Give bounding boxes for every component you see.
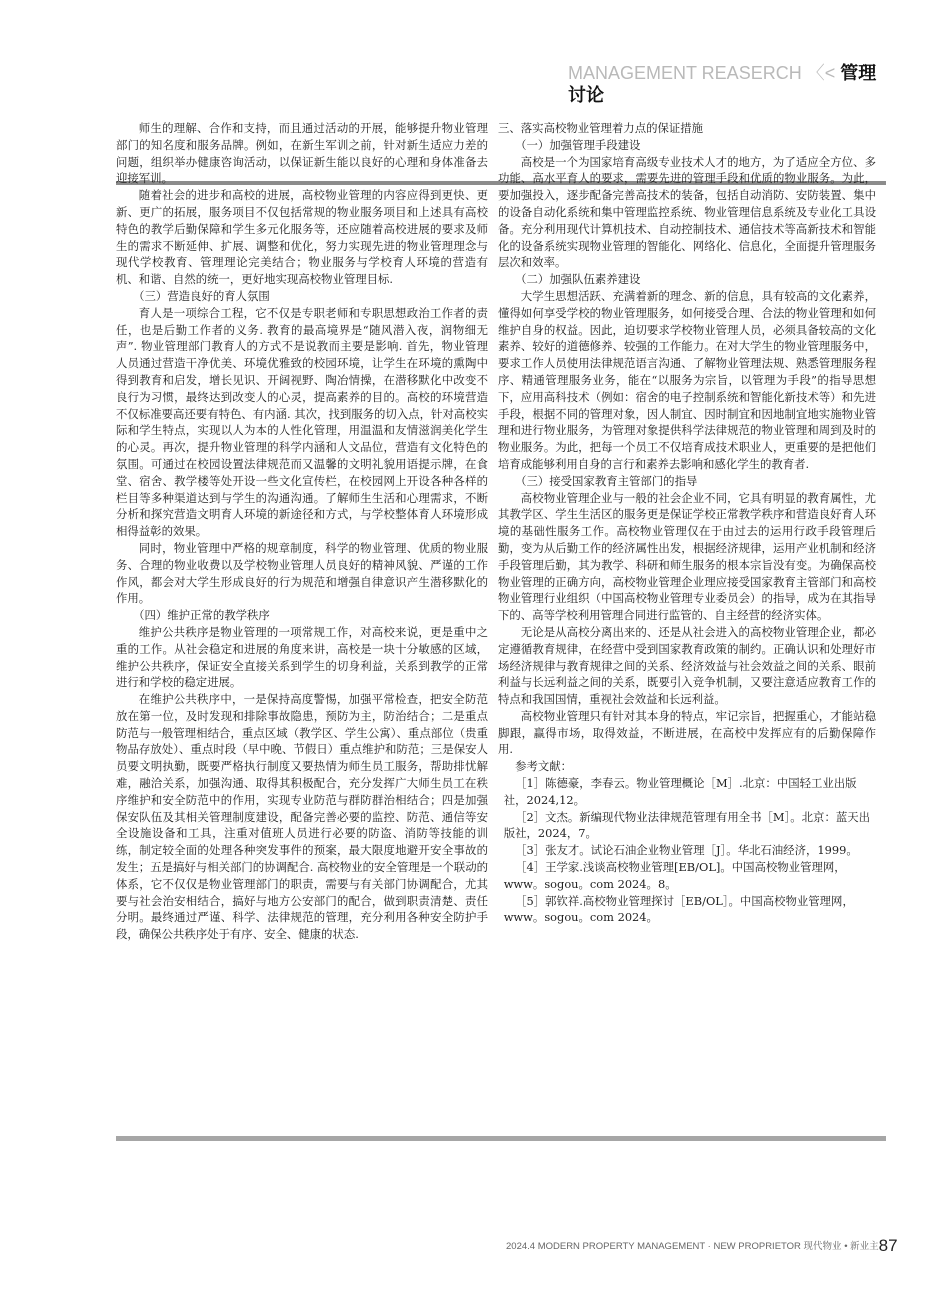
section-heading: 三、落实高校物业管理着力点的保证措施 [498,121,704,135]
paragraph: 在维护公共秩序中，一是保持高度警惕，加强平常检查，把安全防范放在第一位，及时发现和排除事故隐患，预防为主，防治结合；二是重点防范与一般管理相结合，重点区域（教学区、学生公寓）、重点部位（贵重物品存放处）、重点时段（早中晚、节假日）重点维护和防范；三是保安人员要文明执勤，既要严格执行制度又要热情为师生员工服务，帮助排忧解难，融洽关系，加强沟通、取得其积极配合，充分发挥广大师生员工在秩序维护和安全防范中的作用，实现专业防范与群防群治相结合；四是加强保安队伍及其相关管理制度建设，配备完善必要的监控、防范、通信等安全设施设备和工具，注重对值班人员进行必要的防盗、消防等技能的训练，制定较全面的处理各种突发事件的预案，最大限度地避开安全事故的发生；五是搞好与相关部门的协调配合. 高校物业的安全管理是一个联动的体系，它不仅仅是物业管理部门的职责，需要与有关部门协调配合，尤其要与社会治安相结合，搞好与地方公安部门的配合，做到职责清楚、责任分明。最终通过严谨、科学、法律规范的管理，充分利用各种安全防护手段，确保公共秩序处于有序、安全、健康的状态. [116,692,488,942]
paragraph: 无论是从高校分离出来的、还是从社会进入的高校物业管理企业，都必定遵循教育规律，在经营中受到国家教育政策的制约。正确认识和处理好市场经济规律与教育规律之间的关系、经济效益与社会效益之间的关系、眼前利益与长远利益之间的关系，既要引入竞争机制，又要注意适应教育工作的特点和我国国情，重视社会效益和长远利益。 [498,624,876,707]
footer-text: 2024.4 MODERN PROPERTY MANAGEMENT · NEW PROPRIETOR 现代物业 • 新业主 [506,1241,879,1252]
section-subheading: （三）营造良好的育人氛围 [133,288,270,303]
paragraph: 维护公共秩序是物业管理的一项常规工作，对高校来说，更是重中之重的工作。从社会稳定和进展的角度来讲，高校是一块十分敏感的区域，维护公共秩序，保证安全直接关系到学生的切身利益，关系到教学的正常进行和学校的稳定进展。 [116,624,488,690]
right-column [498,120,876,926]
bottom-rule [116,1136,886,1141]
reference-entry: ［4］王学家.浅谈高校物业管理[EB/OL]。中国高校物业管理网，www。sogou。com 2024。8。 [503,860,846,891]
section-subheading: （一）加强管理手段建设 [515,137,641,152]
paragraph: 同时，物业管理中严格的规章制度，科学的物业管理、优质的物业服务、合理的物业收费以及学校物业管理人员良好的精神风貌、严谨的工作作风，都会对大学生形成良好的行为规范和增强自律意识产生潜移默化的作用。 [116,540,488,606]
paragraph: 大学生思想活跃、充满着新的理念、新的信息，具有较高的文化素养，懂得如何享受学校的物业管理服务，如何接受合理、合法的物业管理和如何维护自身的权益。因此，迫切要求学校物业管理人员，必须具备较高的文化素养、较好的道德修养、较强的工作能力。在对大学生的物业管理服务中，要求工作人员使用法律规范语言沟通、了解物业管理法规、熟悉管理服务程序、精通管理服务业务，能在“以服务为宗旨，以管理为手段”的指导思想下，应用高科技术（例如：宿舍的电子控制系统和智能化新技术等）和先进手段，根据不同的管理对象，因人制宜、因时制宜和因地制宜地实施物业管理和进行物业服务，为管理对象提供科学法律规范的物业管理和周到及时的物业服务。为此，把每一个员工不仅培育成技术职业人，更重要的是把他们培育成能够利用自身的言行和素养去影响和感化学生的教育者. [498,288,876,471]
header-mark: 〈< [806,63,836,83]
reference-entry: ［3］张友才。试论石油企业物业管理［J］。华北石油经济，1999。 [515,843,858,858]
paragraph: 高校物业管理只有针对其本身的特点，牢记宗旨，把握重心，才能站稳脚跟，赢得市场，取得效益，不断进展，在高校中发挥应有的后勤保障作用. [498,708,876,757]
paragraph: 育人是一项综合工程，它不仅是专职老师和专职思想政治工作者的责任，也是后勤工作者的义务. 教育的最高境界是“随风潜入夜，润物细无声”. 物业管理部门教育人的方式不是说教而主要是影响. 首先，物业管理人员通过营造干净优美、环境优雅致的校园环境，让学生在环境的熏陶中得到教育和启发，增长见识、开阔视野、陶冶情操，在潜移默化中改变不良行为习惯，最终达到改变人的心灵，提高素养的目的。高校的环境营造不仅标准要高还要有特色、有内涵. 其次，找到服务的切入点，针对高校实际和学生特点，实现以人为本的人性化管理，用温温和友情滋润美化学生的心灵。再次，提升物业管理的科学内涵和人文品位，营造有文化特色的氛围。可通过在校园设置法律规范而又温馨的文明礼貌用语提示牌，在食堂、宿舍、教学楼等处开设一些文化宣传栏，在校园网上开设各种各样的栏目等多种渠道达到与学生的沟通沟通。了解师生生活和心理需求，不断分析和探究营造文明育人环境的新途径和方式，与学校整体育人环境形成相得益彰的效果。 [116,305,488,539]
section-subheading: （四）维护正常的教学秩序 [133,608,270,623]
page-number: 87 [878,1236,898,1255]
paragraph: 师生的理解、合作和支持，而且通过活动的开展，能够提升物业管理部门的知名度和服务品牌。例如，在新生军训之前，针对新生适应力差的问题，组织举办健康咨询活动，以保证新生能以良好的心理和身体准备去迎接军训。 [116,121,488,186]
section-subheading: 参考文献： [515,759,573,774]
header-chinese: 管理讨论 [568,63,877,105]
left-column [116,120,488,943]
paragraph: 高校物业管理企业与一般的社会企业不同，它具有明显的教育属性，尤其教学区、学生生活区的服务更是保证学校正常教学秩序和营造良好育人环境的基础性服务工作。高校物业管理仅在于由过去的运用行政手段管理后勤，变为从后勤工作的经济属性出发，根据经济规律，运用产业机制和经济手段管理后勤，其为教学、科研和师生服务的根本宗旨没有变。为确保高校物业管理的正确方向，高校物业管理企业理应接受国家教育主管部门和高校物业管理行业组织（中国高校物业管理专业委员会）的指导，成为在其指导下的、高等学校利用管理合同进行监管的、自主经营的经济实体。 [498,490,876,623]
section-subheading: （三）接受国家教育主管部门的指导 [515,473,698,488]
journal-header [568,62,888,106]
header-english: MANAGEMENT REASERCH [568,63,802,83]
section-subheading: （二）加强队伍素养建设 [515,272,641,287]
reference-entry: ［1］陈德豪，李春云。物业管理概论［M］.北京：中国轻工业出版社，2024,12。 [503,776,857,807]
reference-entry: ［5］郭钦祥.高校物业管理探讨［EB/OL］。中国高校物业管理网，www。sogou。com 2024。 [503,893,854,925]
paragraph: 高校是一个为国家培育高级专业技术人才的地方，为了适应全方位、多功能、高水平育人的要求，需要先进的管理手段和优质的物业服务。为此，要加强投入，逐步配备完善高技术的装备，包括自动消防、安防装置、集中的设备自动化系统和集中管理监控系统、物业管理信息系统及专业化工具设备。充分利用现代计算机技术、自动控制技术、通信技术等高新技术和智能化的设备系统实现物业管理的智能化、网络化、信息化，全面提升管理服务层次和效率。 [498,154,876,270]
paragraph: 随着社会的进步和高校的进展，高校物业管理的内容应得到更快、更新、更广的拓展，服务项目不仅包括常规的物业服务项目和上述具有高校特色的教学后勤保障和学生多元化服务等，还应随着高校进展的要求及师生的需求不断延伸、扩展、调整和优化，努力实现先进的物业管理理念与现代学校教育、管理理论完美结合；物业服务与学校育人环境的营造有机、和谐、自然的统一，更好地实现高校物业管理目标. [116,188,488,287]
page-footer [506,1236,898,1256]
reference-entry: ［2］文杰。新编现代物业法律规范管理有用全书［M］。北京：蓝天出版社，2024，7。 [503,809,871,841]
